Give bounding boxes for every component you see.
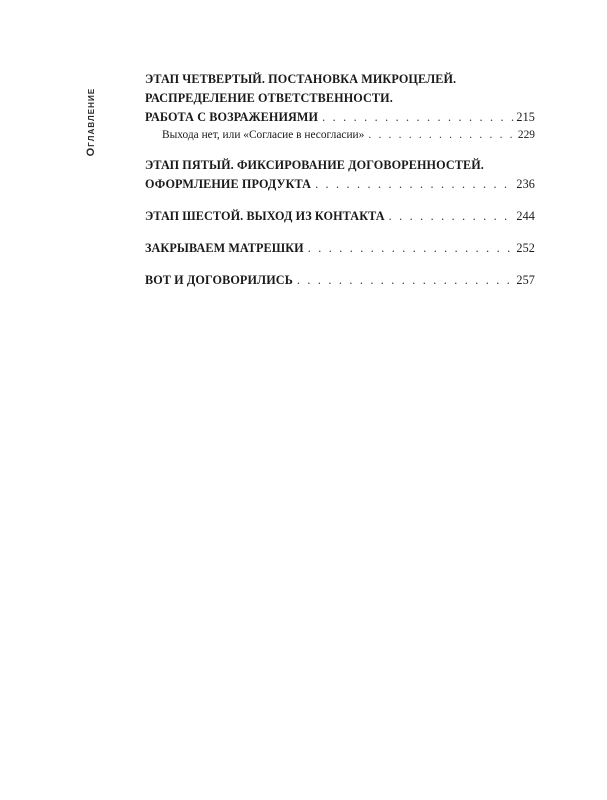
toc-subentry-title: Выхода нет, или «Согласие в несогласии» bbox=[162, 129, 365, 141]
page-number: 244 bbox=[516, 209, 535, 223]
page-number: 215 bbox=[516, 110, 535, 124]
toc-entry-conclusion bbox=[145, 271, 535, 290]
toc-entry-title: РАБОТА С ВОЗРАЖЕНИЯМИ bbox=[145, 110, 319, 124]
toc-entry-leader-line[interactable] bbox=[145, 207, 535, 226]
running-head-text: Оглавление bbox=[85, 87, 97, 157]
toc-entry-leader-line[interactable] bbox=[145, 108, 535, 127]
page-number: 252 bbox=[516, 241, 535, 255]
toc-entry-title: ВОТ И ДОГОВОРИЛИСЬ bbox=[145, 273, 293, 287]
dot-leader bbox=[308, 239, 515, 258]
toc-entry-stage-four bbox=[145, 70, 535, 143]
toc-entry-title-line: ЭТАП ЧЕТВЕРТЫЙ. ПОСТАНОВКА МИКРОЦЕЛЕЙ. bbox=[145, 72, 457, 86]
running-head bbox=[84, 76, 98, 168]
toc-entry-title: ЗАКРЫВАЕМ МАТРЕШКИ bbox=[145, 241, 304, 255]
toc-entry-stage-five bbox=[145, 156, 535, 194]
dot-leader bbox=[389, 207, 515, 226]
toc-entry-title-line: РАСПРЕДЕЛЕНИЕ ОТВЕТСТВЕННОСТИ. bbox=[145, 91, 393, 105]
toc-entry-title: ОФОРМЛЕНИЕ ПРОДУКТА bbox=[145, 177, 312, 191]
toc-entry-closing-dolls bbox=[145, 239, 535, 258]
toc-subentry[interactable] bbox=[145, 127, 535, 143]
toc-entry-title: ЭТАП ШЕСТОЙ. ВЫХОД ИЗ КОНТАКТА bbox=[145, 209, 385, 223]
dot-leader bbox=[315, 175, 514, 194]
page-number: 229 bbox=[517, 129, 535, 141]
dot-leader bbox=[297, 271, 515, 290]
toc-entry-leader-line[interactable] bbox=[145, 271, 535, 290]
toc-entry-title-line: ЭТАП ПЯТЫЙ. ФИКСИРОВАНИЕ ДОГОВОРЕННОСТЕЙ. bbox=[145, 158, 484, 172]
dot-leader bbox=[368, 127, 516, 143]
toc-entry-leader-line[interactable] bbox=[145, 175, 535, 194]
dot-leader bbox=[322, 108, 514, 127]
toc-entry-stage-six bbox=[145, 207, 535, 226]
page-number: 236 bbox=[516, 177, 535, 191]
table-of-contents bbox=[145, 70, 535, 290]
page-number: 257 bbox=[516, 273, 535, 287]
toc-entry-leader-line[interactable] bbox=[145, 239, 535, 258]
